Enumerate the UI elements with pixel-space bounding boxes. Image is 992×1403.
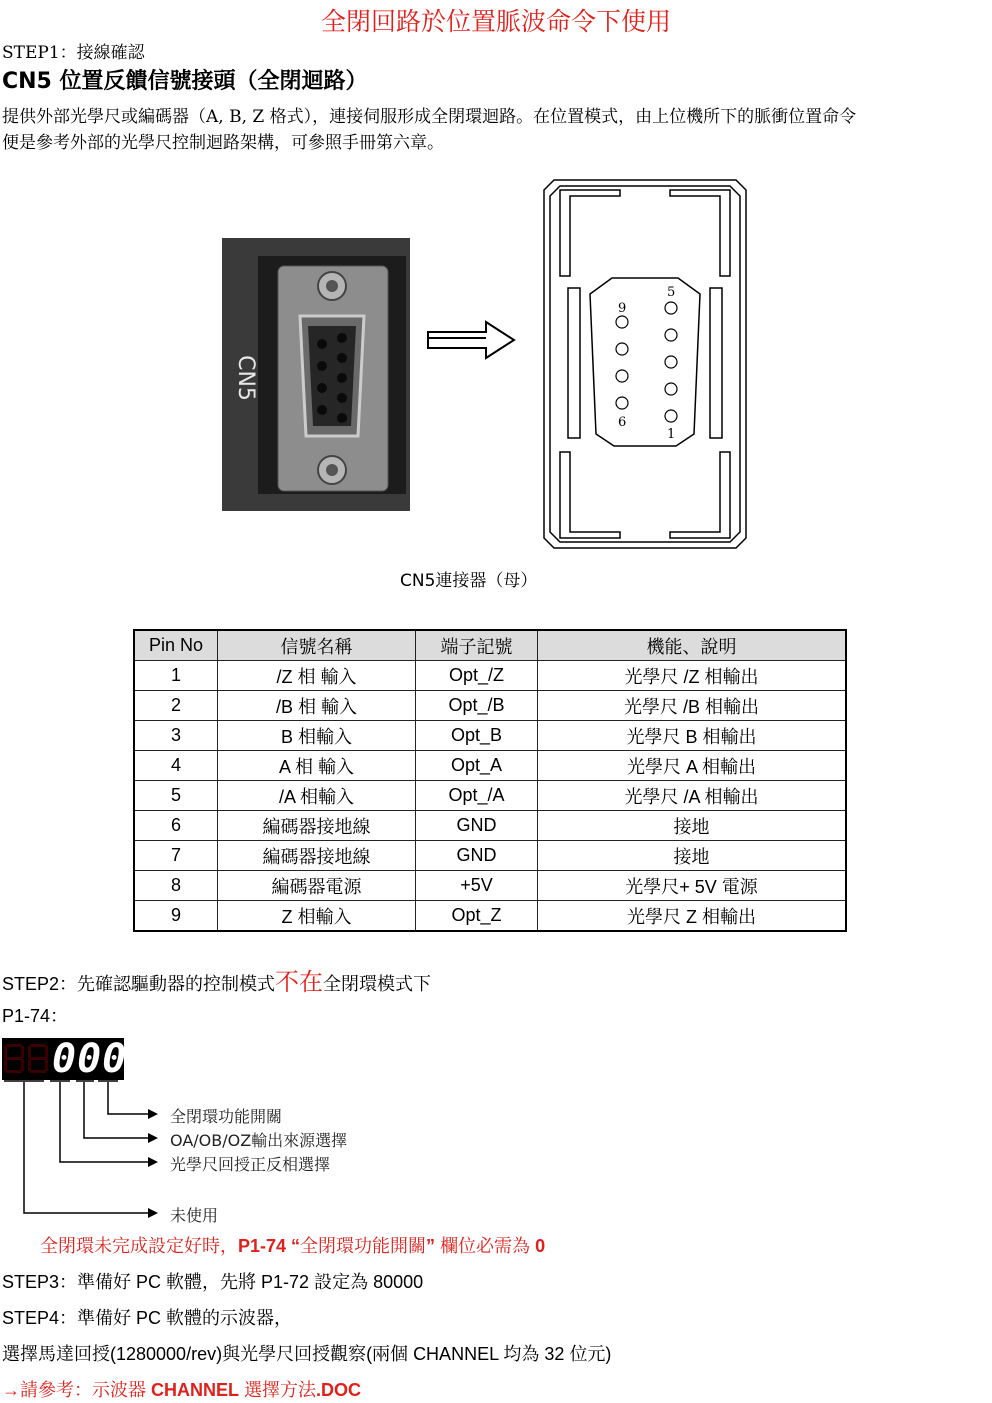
page-title: 全閉回路於位置脈波命令下使用 bbox=[320, 7, 671, 36]
annotation-closed-loop-switch: 全閉環功能開關 bbox=[170, 1107, 283, 1126]
select-channel-text: 選擇馬達回授(1280000/rev)與光學尺回授觀察(兩個 CHANNEL 均為 32 位元) bbox=[2, 1344, 612, 1364]
warning-suffix: 欄位必需為 bbox=[440, 1236, 536, 1256]
table-cell: 4 bbox=[134, 751, 218, 781]
table-cell: 光學尺 B 相輸出 bbox=[538, 721, 847, 751]
warning-field: 全閉環功能開關 bbox=[300, 1236, 427, 1256]
table-cell: Opt_B bbox=[416, 721, 538, 751]
annotation-connectors bbox=[0, 1078, 170, 1218]
table-row bbox=[134, 781, 846, 811]
connector-caption: CN5連接器（母） bbox=[400, 571, 538, 591]
table-cell: 光學尺 /B 相輸出 bbox=[538, 691, 847, 721]
table-row bbox=[134, 721, 846, 751]
pin-label-5: 5 bbox=[667, 285, 676, 300]
table-row bbox=[134, 691, 846, 721]
step2-prefix: STEP2：先確認驅動器的控制模式 bbox=[2, 974, 276, 994]
table-cell: 8 bbox=[134, 871, 218, 901]
table-cell: 2 bbox=[134, 691, 218, 721]
table-cell: /A 相輸入 bbox=[218, 781, 416, 811]
cn5-connector-diagram bbox=[540, 176, 750, 552]
table-cell: 編碼器電源 bbox=[218, 871, 416, 901]
cn5-connector-photo bbox=[222, 238, 410, 511]
table-cell: Opt_/B bbox=[416, 691, 538, 721]
table-cell: Opt_A bbox=[416, 751, 538, 781]
reference-mid: 選擇方法 bbox=[239, 1380, 317, 1400]
table-cell: /Z 相 輸入 bbox=[218, 661, 416, 691]
table-cell: 光學尺 /Z 相輸出 bbox=[538, 661, 847, 691]
column-header: 端子記號 bbox=[416, 630, 538, 661]
table-cell: /B 相 輸入 bbox=[218, 691, 416, 721]
section-heading: CN5 位置反饋信號接頭（全閉迴路） bbox=[2, 69, 368, 94]
table-row bbox=[134, 661, 846, 691]
pin-table bbox=[133, 629, 847, 932]
table-cell: 光學尺+ 5V 電源 bbox=[538, 871, 847, 901]
step1-label: STEP1：接線確認 bbox=[2, 43, 145, 63]
table-cell: 光學尺 Z 相輸出 bbox=[538, 901, 847, 932]
table-header-row bbox=[134, 630, 846, 661]
annotation-unused: 未使用 bbox=[170, 1206, 219, 1225]
table-cell: 6 bbox=[134, 811, 218, 841]
reference-prefix: →請參考：示波器 bbox=[2, 1380, 152, 1400]
table-cell: 7 bbox=[134, 841, 218, 871]
table-cell: Opt_Z bbox=[416, 901, 538, 932]
table-row bbox=[134, 871, 846, 901]
warning-zero: 0 bbox=[535, 1236, 546, 1256]
pin-label-9: 9 bbox=[618, 301, 627, 316]
seven-segment-display bbox=[2, 1036, 128, 1082]
table-cell: Z 相輸入 bbox=[218, 901, 416, 932]
table-cell: A 相 輸入 bbox=[218, 751, 416, 781]
warning-param: P1-74 “ bbox=[238, 1236, 301, 1256]
intro-line-2: 便是參考外部的光學尺控制迴路架構，可參照手冊第六章。 bbox=[2, 133, 444, 153]
table-cell: 1 bbox=[134, 661, 218, 691]
intro-paragraph bbox=[2, 104, 992, 156]
column-header: 信號名稱 bbox=[218, 630, 416, 661]
table-cell: 編碼器接地線 bbox=[218, 841, 416, 871]
reference-ext: .DOC bbox=[316, 1380, 362, 1400]
annotation-feedback-polarity: 光學尺回授正反相選擇 bbox=[170, 1155, 331, 1174]
pin-label-1: 1 bbox=[667, 427, 676, 442]
table-cell: 3 bbox=[134, 721, 218, 751]
pin-label-6: 6 bbox=[618, 415, 627, 430]
column-header: 機能、說明 bbox=[538, 630, 847, 661]
step2-text bbox=[2, 962, 431, 997]
reference-channel: CHANNEL bbox=[151, 1380, 240, 1400]
table-cell: 接地 bbox=[538, 841, 847, 871]
table-row bbox=[134, 811, 846, 841]
table-cell: GND bbox=[416, 811, 538, 841]
step2-suffix: 全閉環模式下 bbox=[323, 974, 432, 994]
reference-link[interactable] bbox=[2, 1376, 361, 1402]
table-row bbox=[134, 841, 846, 871]
annotation-output-source: OA/OB/OZ輸出來源選擇 bbox=[170, 1131, 348, 1150]
table-cell: 光學尺 A 相輸出 bbox=[538, 751, 847, 781]
warning-note bbox=[40, 1232, 545, 1258]
table-cell: +5V bbox=[416, 871, 538, 901]
table-cell: 接地 bbox=[538, 811, 847, 841]
table-cell: 光學尺 /A 相輸出 bbox=[538, 781, 847, 811]
table-cell: 9 bbox=[134, 901, 218, 932]
param-label: P1-74： bbox=[2, 1006, 69, 1026]
table-row bbox=[134, 901, 846, 932]
step2-emphasis: 不在 bbox=[275, 969, 324, 996]
step3-text: STEP3：準備好 PC 軟體，先將 P1-72 設定為 80000 bbox=[2, 1272, 424, 1292]
warning-prefix: 全閉環未完成設定好時， bbox=[40, 1236, 238, 1256]
step4-text: STEP4：準備好 PC 軟體的示波器， bbox=[2, 1308, 293, 1328]
column-header: Pin No bbox=[134, 630, 218, 661]
table-cell: 編碼器接地線 bbox=[218, 811, 416, 841]
table-cell: Opt_/Z bbox=[416, 661, 538, 691]
table-cell: Opt_/A bbox=[416, 781, 538, 811]
warning-quote: ” bbox=[426, 1236, 441, 1256]
display-digits: 000 bbox=[52, 1036, 128, 1082]
table-cell: 5 bbox=[134, 781, 218, 811]
table-cell: B 相輸入 bbox=[218, 721, 416, 751]
right-arrow-icon bbox=[426, 320, 518, 360]
photo-label: CN5 bbox=[233, 355, 258, 401]
table-row bbox=[134, 751, 846, 781]
intro-line-1: 提供外部光學尺或編碼器（A, B, Z 格式），連接伺服形成全閉環迴路。在位置模式，由上位機所下的脈衝位置命令 bbox=[2, 107, 857, 127]
table-cell: GND bbox=[416, 841, 538, 871]
